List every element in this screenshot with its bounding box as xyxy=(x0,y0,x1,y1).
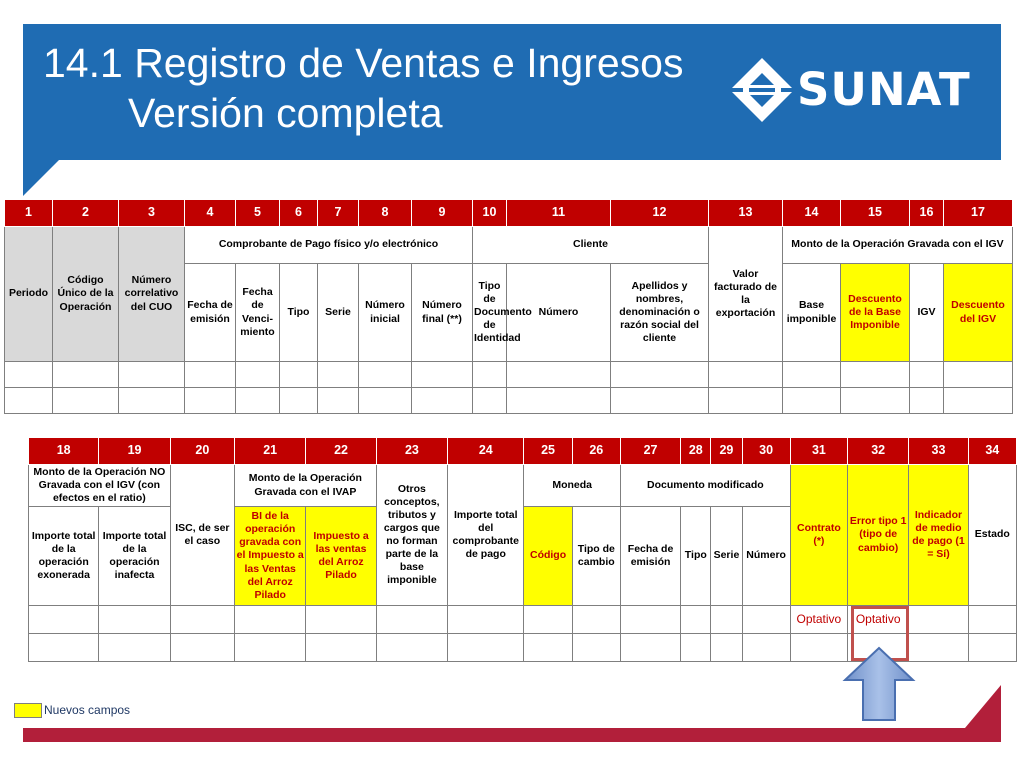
col-number: 23 xyxy=(376,438,447,465)
table-cell xyxy=(790,634,847,662)
table-cell xyxy=(711,634,742,662)
header-tipo-cambio: Tipo de cambio xyxy=(572,507,620,606)
header-fecha-emision: Fecha de emisión xyxy=(620,507,680,606)
table-cell xyxy=(681,606,711,634)
table-cell xyxy=(280,388,318,414)
header-numero: Número xyxy=(742,507,790,606)
col-number: 25 xyxy=(524,438,572,465)
table-cell xyxy=(909,606,968,634)
table-cell xyxy=(280,362,318,388)
col-number: 4 xyxy=(185,200,236,227)
col-number: 1 xyxy=(5,200,53,227)
registro-table-1 xyxy=(4,199,1013,414)
col-number: 15 xyxy=(841,200,910,227)
header-tipo-documento: Tipo de Documento de Identidad xyxy=(473,264,507,362)
col-number: 33 xyxy=(909,438,968,465)
table-cell xyxy=(412,388,473,414)
table-cell xyxy=(99,634,170,662)
group-header-row xyxy=(5,227,1013,264)
sunat-logo-icon xyxy=(729,55,795,125)
sunat-logo xyxy=(729,55,979,125)
table-cell xyxy=(473,362,507,388)
header-valor-facturado: Valor facturado de la exportación xyxy=(709,227,783,362)
table-cell xyxy=(968,634,1016,662)
table-cell xyxy=(742,606,790,634)
col-number: 2 xyxy=(53,200,119,227)
table-cell xyxy=(448,606,524,634)
table-cell xyxy=(524,606,572,634)
table-cell xyxy=(170,606,234,634)
header-importe-total: Importe total del comprobante de pago xyxy=(448,465,524,606)
table-cell xyxy=(119,388,185,414)
header-error-tipo: Error tipo 1 (tipo de cambio) xyxy=(848,465,909,606)
table-cell xyxy=(359,362,412,388)
table-cell xyxy=(53,388,119,414)
col-number: 11 xyxy=(507,200,611,227)
table-cell xyxy=(185,388,236,414)
page-subtitle: Versión completa xyxy=(128,90,443,136)
table-cell xyxy=(376,634,447,662)
table-cell xyxy=(236,362,280,388)
col-number: 13 xyxy=(709,200,783,227)
table-cell xyxy=(376,606,447,634)
header-numero-final: Número final (**) xyxy=(412,264,473,362)
table-cell xyxy=(841,362,910,388)
table-cell xyxy=(783,388,841,414)
col-number: 17 xyxy=(944,200,1013,227)
header-tipo: Tipo xyxy=(681,507,711,606)
table-cell xyxy=(318,388,359,414)
optativo-cell-31: Optativo xyxy=(790,606,847,634)
legend-swatch xyxy=(14,703,42,718)
col-number: 3 xyxy=(119,200,185,227)
header-numero-inicial: Número inicial xyxy=(359,264,412,362)
table-cell xyxy=(524,634,572,662)
table-cell xyxy=(119,362,185,388)
header-documento-modificado-group: Documento modificado xyxy=(620,465,790,507)
header-descuento-igv: Descuento del IGV xyxy=(944,264,1013,362)
table-cell xyxy=(185,362,236,388)
header-moneda-group: Moneda xyxy=(524,465,620,507)
col-number: 19 xyxy=(99,438,170,465)
table-cell xyxy=(5,362,53,388)
table-cell xyxy=(681,634,711,662)
table-cell xyxy=(711,606,742,634)
table-row xyxy=(5,388,1013,414)
header-bi-arroz: BI de la operación gravada con el Impuesto a las Ventas del Arroz Pilado xyxy=(235,507,306,606)
header-base-imponible: Base imponible xyxy=(783,264,841,362)
header-importe-exonerada: Importe total de la operación exonerada xyxy=(29,507,99,606)
table-cell xyxy=(944,388,1013,414)
page-title: 14.1 Registro de Ventas e Ingresos xyxy=(43,40,684,86)
col-number: 10 xyxy=(473,200,507,227)
table-cell xyxy=(620,606,680,634)
header-numero-correlativo: Número correlativo del CUO xyxy=(119,227,185,362)
table-cell xyxy=(783,362,841,388)
table-cell xyxy=(412,362,473,388)
header-codigo: Código xyxy=(524,507,572,606)
table-cell xyxy=(709,388,783,414)
table-cell xyxy=(235,606,306,634)
table-cell xyxy=(944,362,1013,388)
legend-label: Nuevos campos xyxy=(44,703,131,717)
col-number: 7 xyxy=(318,200,359,227)
col-number: 31 xyxy=(790,438,847,465)
footer-wedge xyxy=(965,685,1001,728)
table-cell xyxy=(709,362,783,388)
table-cell xyxy=(359,388,412,414)
table-cell xyxy=(473,388,507,414)
table-cell xyxy=(318,362,359,388)
table-cell xyxy=(742,634,790,662)
header-impuesto-arroz: Impuesto a las ventas del Arroz Pilado xyxy=(306,507,376,606)
col-number: 5 xyxy=(236,200,280,227)
col-number: 28 xyxy=(681,438,711,465)
column-number-row xyxy=(5,200,1013,227)
header-comprobante-group: Comprobante de Pago físico y/o electrónico xyxy=(185,227,473,264)
header-igv: IGV xyxy=(910,264,944,362)
table-cell xyxy=(572,606,620,634)
header-serie: Serie xyxy=(318,264,359,362)
table-cell xyxy=(236,388,280,414)
table-cell xyxy=(507,362,611,388)
col-number: 21 xyxy=(235,438,306,465)
footer-bar xyxy=(23,728,1001,742)
col-number: 32 xyxy=(848,438,909,465)
col-number: 9 xyxy=(412,200,473,227)
header-tipo: Tipo xyxy=(280,264,318,362)
header-estado: Estado xyxy=(968,465,1016,606)
col-number: 18 xyxy=(29,438,99,465)
header-fecha-vencimiento: Fecha de Venci-miento xyxy=(236,264,280,362)
header-otros-conceptos: Otros conceptos, tributos y cargos que no forman parte de la base imponible xyxy=(376,465,447,606)
table-cell xyxy=(507,388,611,414)
table-cell xyxy=(611,362,709,388)
col-number: 8 xyxy=(359,200,412,227)
up-arrow-icon xyxy=(843,646,915,722)
table-cell xyxy=(448,634,524,662)
table-cell xyxy=(611,388,709,414)
optativo-cell-32: Optativo xyxy=(848,606,909,634)
table-cell xyxy=(910,362,944,388)
header-periodo: Periodo xyxy=(5,227,53,362)
col-number: 26 xyxy=(572,438,620,465)
banner-notch xyxy=(23,160,59,196)
col-number: 34 xyxy=(968,438,1016,465)
header-cliente-group: Cliente xyxy=(473,227,709,264)
column-number-row xyxy=(29,438,1017,465)
table-cell xyxy=(235,634,306,662)
table-cell xyxy=(170,634,234,662)
col-number: 6 xyxy=(280,200,318,227)
header-contrato: Contrato (*) xyxy=(790,465,847,606)
col-number: 30 xyxy=(742,438,790,465)
header-indicador-medio-pago: Indicador de medio de pago (1 = Sí) xyxy=(909,465,968,606)
col-number: 14 xyxy=(783,200,841,227)
col-number: 20 xyxy=(170,438,234,465)
header-monto-ivap-group: Monto de la Operación Gravada con el IVAP xyxy=(235,465,377,507)
group-header-row xyxy=(29,465,1017,507)
header-isc: ISC, de ser el caso xyxy=(170,465,234,606)
table-cell xyxy=(99,606,170,634)
table-cell xyxy=(29,606,99,634)
table-row xyxy=(5,362,1013,388)
table-cell xyxy=(306,606,376,634)
header-descuento-base: Descuento de la Base Imponible xyxy=(841,264,910,362)
header-codigo-unico: Código Único de la Operación xyxy=(53,227,119,362)
table-cell xyxy=(910,388,944,414)
header-apellidos: Apellidos y nombres, denominación o razón social del cliente xyxy=(611,264,709,362)
table-cell xyxy=(841,388,910,414)
table-cell xyxy=(968,606,1016,634)
header-fecha-emision: Fecha de emisión xyxy=(185,264,236,362)
col-number: 12 xyxy=(611,200,709,227)
table-cell xyxy=(53,362,119,388)
col-number: 27 xyxy=(620,438,680,465)
header-monto-gravada-group: Monto de la Operación Gravada con el IGV xyxy=(783,227,1013,264)
col-number: 29 xyxy=(711,438,742,465)
header-serie: Serie xyxy=(711,507,742,606)
header-numero: Número xyxy=(507,264,611,362)
header-importe-inafecta: Importe total de la operación inafecta xyxy=(99,507,170,606)
table-cell xyxy=(29,634,99,662)
col-number: 16 xyxy=(910,200,944,227)
table-cell xyxy=(909,634,968,662)
table-cell xyxy=(620,634,680,662)
header-monto-no-gravada-group: Monto de la Operación NO Gravada con el IGV (con efectos en el ratio) xyxy=(29,465,171,507)
table-cell xyxy=(5,388,53,414)
table-cell xyxy=(306,634,376,662)
col-number: 24 xyxy=(448,438,524,465)
col-number: 22 xyxy=(306,438,376,465)
table-cell xyxy=(572,634,620,662)
logo-text: SUNAT xyxy=(797,63,971,116)
